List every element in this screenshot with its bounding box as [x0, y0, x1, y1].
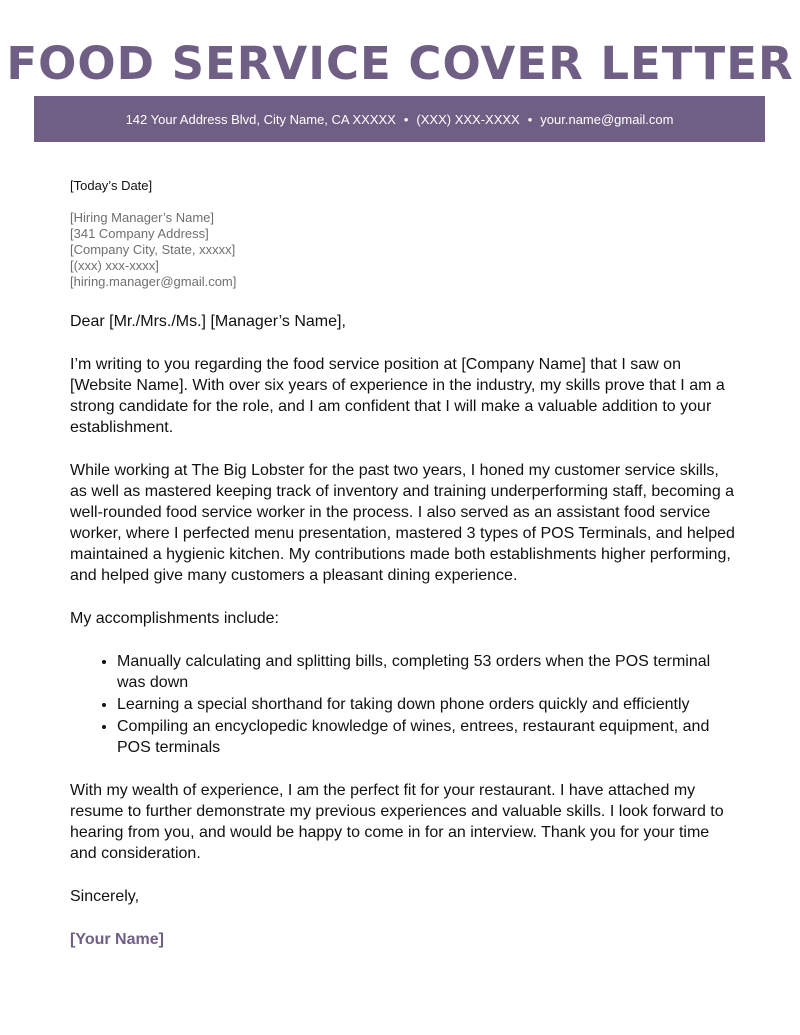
list-item: • Compiling an encyclopedic knowledge of wines, entrees, restaurant equipment, and POS terminals — [117, 716, 735, 758]
page-title: FOOD SERVICE COVER LETTER — [6, 37, 794, 90]
recipient-block — [70, 210, 236, 290]
list-item: • Learning a special shorthand for taking down phone orders quickly and efficiently — [117, 694, 735, 715]
recipient-email: [hiring.manager@gmail.com] — [70, 274, 237, 289]
salutation: Dear [Mr./Mrs./Ms.] [Manager’s Name], — [70, 313, 346, 330]
letter-date: [Today’s Date] — [70, 178, 153, 193]
list-item: • Manually calculating and splitting bills, completing 53 orders when the POS terminal was down — [117, 651, 735, 693]
accomplishments-list — [70, 651, 735, 758]
contact-address: 142 Your Address Blvd, City Name, CA XXXXX — [125, 111, 396, 127]
paragraph-closing: With my wealth of experience, I am the perfect fit for your restaurant. I have attached my resume to further demonstrate my previous experiences and valuable skills. I look forward to hearing from you, and would be happy to come in for an interview. Thank you for your time and consideration. — [70, 782, 724, 862]
contact-bar — [34, 96, 765, 142]
paragraph-intro: I’m writing to you regarding the food service position at [Company Name] that I saw on [Website Name]. With over six years of experience in the industry, my skills prove that I am a strong candidate for the role, and I am confident that I will make a valuable addition to your establishment. — [70, 356, 725, 436]
recipient-city: [Company City, State, xxxxx] — [70, 242, 236, 257]
letter-body — [70, 311, 735, 972]
contact-separator: • — [527, 111, 533, 127]
recipient-address: [341 Company Address] — [70, 226, 209, 241]
recipient-name: [Hiring Manager’s Name] — [70, 210, 215, 225]
contact-phone: (XXX) XXX-XXXX — [416, 111, 520, 127]
paragraph-experience: While working at The Big Lobster for the past two years, I honed my customer service skills, as well as mastered keeping track of inventory and training underperforming staff, becoming a well-rounded food service worker in the process. I also served as an assistant food service worker, where I perfected menu presentation, mastered 3 types of POS Terminals, and helped maintained a hygienic kitchen. My contributions made both establishments higher performing, and helped give many customers a pleasant dining experience. — [70, 462, 735, 584]
signature: [Your Name] — [70, 931, 164, 948]
recipient-phone: [(xxx) xxx-xxxx] — [70, 258, 159, 273]
closing: Sincerely, — [70, 888, 140, 905]
contact-separator: • — [403, 111, 409, 127]
accomplishments-intro: My accomplishments include: — [70, 610, 279, 627]
contact-email: your.name@gmail.com — [540, 111, 674, 127]
